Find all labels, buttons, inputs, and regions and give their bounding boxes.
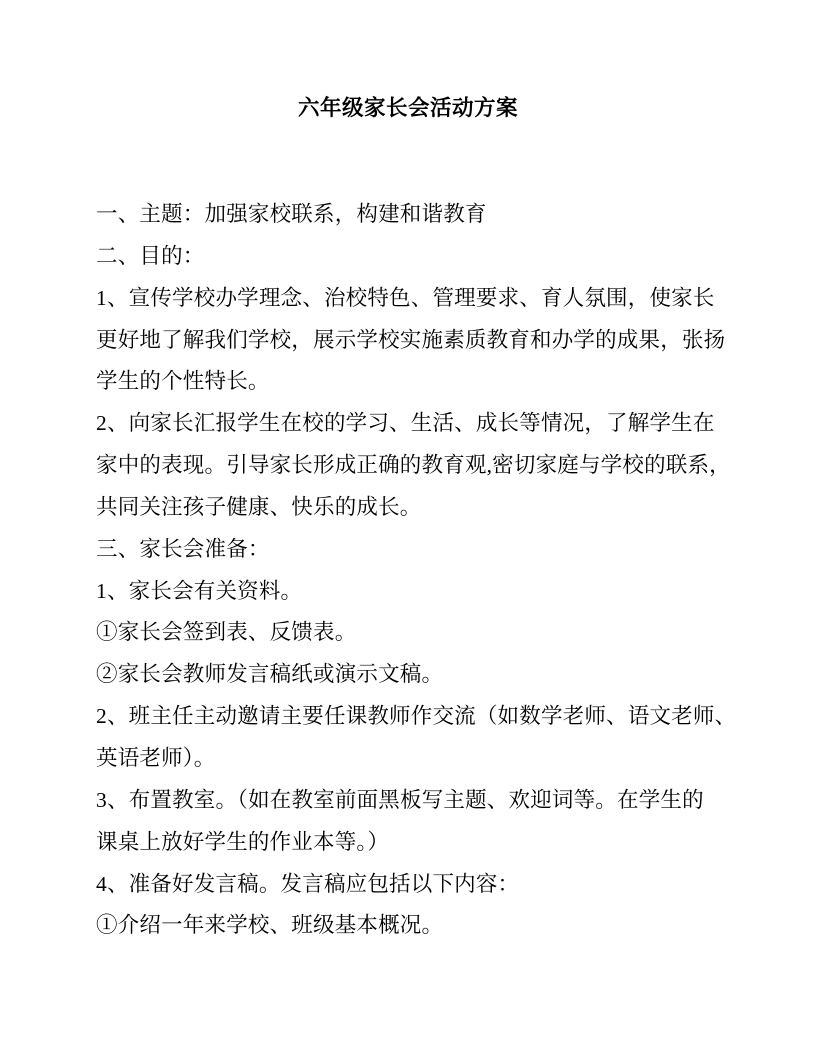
document-line-heading-3: 三、家长会准备： [96,536,270,561]
document-line-heading-1: 一、主题：加强家校联系，构建和谐教育 [96,202,487,226]
document-line: ①介绍一年来学校、班级基本概况。 [96,913,444,938]
document-line: 课桌上放好学生的作业本等。） [96,829,390,854]
document-line: 4、准备好发言稿。发言稿应包括以下内容： [96,871,520,896]
document-line: 学生的个性特长。 [96,369,270,394]
document-line: 家中的表现。引导家长形成正确的教育观,密切家庭与学校的联系， [96,453,731,478]
document-line: 英语老师）。 [96,745,216,770]
document-line: 1、宣传学校办学理念、治校特色、管理要求、育人氛围，使家长 [96,285,715,310]
document-line: ①家长会签到表、反馈表。 [96,620,357,645]
document-line: ②家长会教师发言稿纸或演示文稿。 [96,662,444,687]
document-line: 更好地了解我们学校，展示学校实施素质教育和办学的成果，张扬 [96,327,726,352]
document-line: 2、向家长汇报学生在校的学习、生活、成长等情况，了解学生在 [96,411,715,436]
document-title: 六年级家长会活动方案 [297,96,518,120]
document-line: 1、家长会有关资料。 [96,578,303,603]
document-line: 3、布置教室。（如在教室前面黑板写主题、欢迎词等。在学生的 [96,787,704,812]
document-line: 2、班主任主动邀请主要任课教师作交流（如数学老师、语文老师、 [96,704,737,729]
document-line-heading-2: 二、目的： [96,243,205,268]
document-line: 共同关注孩子健康、快乐的成长。 [96,494,422,519]
document-body [96,194,737,947]
